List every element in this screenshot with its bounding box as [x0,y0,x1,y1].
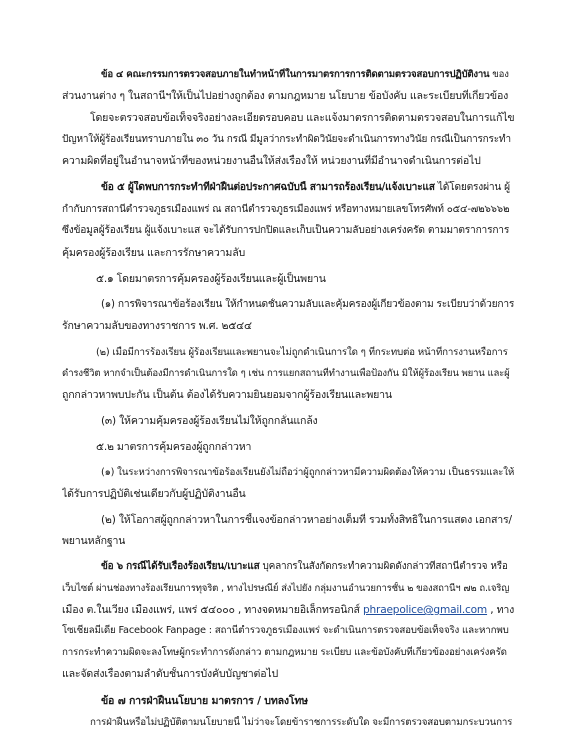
section-4-line-2: ส่วนงานต่าง ๆ ในสถานีฯให้เป็นไปอย่างถูกต้อง ตามกฎหมาย นโยบาย ข้อบังคับ และระเบียบที่เกี่ยวข้อง [62,90,509,102]
section-6-line-5: การกระทำความผิดจะลงโทษผู้กระทำการดังกล่าว ตามกฎหมาย ระเบียบ และข้อบังคับที่เกี่ยวข้องอย่างเคร่งครัด [62,647,507,658]
section-6-line-3: เมือง ต.ในเวียง เมืองแพร่, แพร่ ๕๔๐๐๐ , ทางจดหมายอิเล็กทรอนิกส์ phraepolice@gmail.com , ทาง [62,604,515,616]
clause-5-2-1-b: ได้รับการปฏิบัติเช่นเดียวกับผู้ปฏิบัติงานอื่น [62,488,246,500]
section-4-line-4: ปัญหาให้ผู้ร้องเรียนทราบภายใน ๓๐ วัน กรณี มีมูลว่ากระทำผิดวินัยจะดำเนินการทางวินัย กรณีเป็นการกระทำ [62,134,511,145]
section-7-heading: ข้อ ๗ การฝ่าฝืนนโยบาย มาตรการ / บทลงโทษ [101,695,308,707]
section-7-line-1: การฝ่าฝืนหรือไม่ปฏิบัติตามนโยบายนี้ ไม่ว่าจะโดยข้าราชการระดับใด จะมีการตรวจสอบตามกระบวนการ [90,717,513,728]
section-6-heading: ข้อ ๖ กรณีได้รับเรื่องร้องเรียน/เบาะแส [101,561,260,572]
clause-5-2-2-a: (๒) ให้โอกาสผู้ถูกกล่าวหาในการชี้แจงข้อกล่าวหาอย่างเต็มที่ รวมทั้งสิทธิในการแสดง เอกสาร/ [101,514,512,526]
section-6-line-4: โซเชียลมีเดีย Facebook Fanpage : สถานีตำรวจภูธรเมืองแพร่ จะดำเนินการตรวจสอบข้อเท็จจริง และหากพบ [62,625,509,636]
section-6-line-1: ข้อ ๖ กรณีได้รับเรื่องร้องเรียน/เบาะแส บุคลากรในสังกัดกระทำความผิดดังกล่าวที่สถานีตำรวจ หรือ [101,561,508,572]
section-6-line-2: เว็บไซต์ ผ่านช่องทางร้องเรียนการทุจริต , ทางไปรษณีย์ ส่งไปยัง กลุ่มงานอำนวยการชั้น ๒ ของสถานีฯ ๗๒ ถ.เจริญ [62,583,510,594]
clause-5-1-2-a: (๒) เมื่อมีการร้องเรียน ผู้ร้องเรียนและพยานจะไม่ถูกดำเนินการใด ๆ ที่กระทบต่อ หน้าที่การงานหรือการ [96,347,508,358]
email-link[interactable]: phraepolice@gmail.com [363,604,488,616]
clause-5-1-1-a: (๑) การพิจารณาข้อร้องเรียน ให้กำหนดชั้นความลับและคุ้มครองผู้เกี่ยวข้องตาม ระเบียบว่าด้วยการ [101,299,515,310]
clause-5-1-2-b: ดำรงชีวิต หากจำเป็นต้องมีการดำเนินการใด ๆ เช่น การแยกสถานที่ทำงานเพื่อป้องกัน มิให้ผู้ร้องเรียน พยาน และผู้ [62,368,510,379]
clause-5-1-2-c: ถูกกล่าวหาพบปะกัน เป็นต้น ต้องได้รับความยินยอมจากผู้ร้องเรียนและพยาน [62,389,392,401]
section-5-line-2: กำกับการสถานีตำรวจภูธรเมืองแพร่ ณ สถานีตำรวจภูธรเมืองแพร่ หรือทางหมายเลขโทรศัพท์ ๐๕๔-๗๒๖๖๖๒ [62,204,510,215]
clause-5-2-2-b: พยานหลักฐาน [62,535,126,547]
section-4-heading: ข้อ ๔ คณะกรรมการตรวจสอบภายในทำหน้าที่ในการมาตรการการติดตามตรวจสอบการปฏิบัติงาน [101,69,490,80]
clause-5-1-1-b: รักษาความลับของทางราชการ พ.ศ. ๒๕๔๔ [62,320,252,332]
clause-5-1-3: (๓) ให้ความคุ้มครองผู้ร้องเรียนไม่ให้ถูกกลั่นแกล้ง [101,415,318,427]
section-5-line-1: ข้อ ๕ ผู้ใดพบการกระทำที่ฝ่าฝืนต่อประกาศฉบับนี้ สามารถร้องเรียน/แจ้งเบาะแส ได้โดยตรงผ่าน ผู้ [101,182,510,193]
section-4-line-1: ข้อ ๔ คณะกรรมการตรวจสอบภายในทำหน้าที่ในการมาตรการการติดตามตรวจสอบการปฏิบัติงาน ของ [101,69,509,80]
section-4-line-5: ความผิดที่อยู่ในอำนาจหน้าที่ของหน่วยงานอื่นให้ส่งเรื่องให้ หน่วยงานที่มีอำนาจดำเนินการต่อไป [62,155,481,167]
section-6-line-6: และจัดส่งเรื่องตามลำดับชั้นการบังคับบัญชาต่อไป [62,668,279,680]
section-5-line-3: ซึ่งข้อมูลผู้ร้องเรียน ผู้แจ้งเบาะแส จะได้รับการปกปิดและเก็บเป็นความลับอย่างเคร่งครัด ตามมาตราการการ [62,225,510,236]
section-5-line-4: คุ้มครองผู้ร้องเรียน และการรักษาความลับ [62,247,246,259]
subsection-5-1: ๕.๑ โดยมาตรการคุ้มครองผู้ร้องเรียนและผู้เป็นพยาน [96,273,326,285]
section-5-heading: ข้อ ๕ ผู้ใดพบการกระทำที่ฝ่าฝืนต่อประกาศฉบับนี้ สามารถร้องเรียน/แจ้งเบาะแส [101,182,435,193]
subsection-5-2: ๕.๒ มาตรการคุ้มครองผู้ถูกกล่าวหา [96,441,252,453]
section-4-line-3: โดยจะตรวจสอบข้อเท็จจริงอย่างละเอียดรอบคอบ และแจ้งมาตรการติดตามตรวจสอบในการแก้ไข [90,112,515,124]
clause-5-2-1-a: (๑) ในระหว่างการพิจารณาข้อร้องเรียนยังไม่ถือว่าผู้ถูกกล่าวหามีความผิดต้องให้ความ เป็นธรรมและให้ [101,467,515,478]
